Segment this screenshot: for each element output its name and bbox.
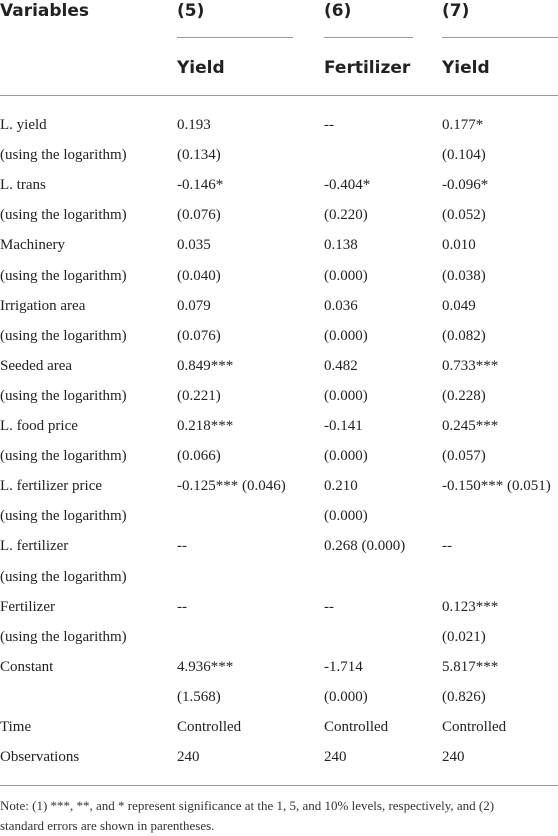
cell-col-6: (0.000)	[324, 328, 368, 344]
cell-col-6: -1.714	[324, 659, 363, 675]
cell-col-6: 0.482	[324, 358, 358, 374]
header-col-7: (7)	[442, 1, 470, 21]
row-label: Seeded area	[0, 358, 73, 374]
cell-col-5: (0.076)	[177, 207, 221, 223]
header-col-6: (6)	[324, 1, 352, 21]
cell-col-7: (0.038)	[442, 268, 486, 284]
row-label: Observations	[0, 749, 80, 765]
cell-col-5: 0.079	[177, 298, 211, 314]
cell-col-6: Controlled	[324, 719, 389, 735]
cell-col-7: -0.150*** (0.051)	[442, 478, 551, 494]
header-rule-col-6	[324, 37, 413, 38]
row-label: Constant	[0, 659, 54, 675]
cell-col-7: (0.021)	[442, 629, 486, 645]
row-label: Irrigation area	[0, 298, 86, 314]
cell-col-7: Controlled	[442, 719, 507, 735]
row-label: (using the logarithm)	[0, 508, 127, 524]
cell-col-6: (0.000)	[324, 448, 368, 464]
cell-col-7: (0.057)	[442, 448, 486, 464]
cell-col-5: (0.066)	[177, 448, 221, 464]
cell-col-5: 0.218***	[177, 418, 234, 434]
cell-col-5: 0.035	[177, 237, 211, 253]
cell-col-6: -0.404*	[324, 177, 371, 193]
cell-col-6: (0.000)	[324, 689, 368, 705]
cell-col-7: 0.049	[442, 298, 476, 314]
cell-col-5: -0.125*** (0.046)	[177, 478, 286, 494]
cell-col-7: 0.733***	[442, 358, 499, 374]
header-col-5: (5)	[177, 1, 205, 21]
cell-col-7: 240	[442, 749, 465, 765]
header-bottom-rule	[0, 95, 558, 96]
cell-col-5: 0.849***	[177, 358, 234, 374]
row-label: (using the logarithm)	[0, 147, 127, 163]
cell-col-7: 0.245***	[442, 418, 499, 434]
row-label: (using the logarithm)	[0, 388, 127, 404]
cell-col-7: --	[442, 538, 452, 554]
cell-col-7: (0.228)	[442, 388, 486, 404]
cell-col-7: (0.082)	[442, 328, 486, 344]
row-label: (using the logarithm)	[0, 448, 127, 464]
cell-col-5: (0.221)	[177, 388, 221, 404]
row-label: (using the logarithm)	[0, 268, 127, 284]
row-label: (using the logarithm)	[0, 207, 127, 223]
cell-col-5: (0.040)	[177, 268, 221, 284]
row-label: (using the logarithm)	[0, 569, 127, 585]
cell-col-5: 240	[177, 749, 200, 765]
cell-col-6: 0.036	[324, 298, 358, 314]
cell-col-7: (0.826)	[442, 689, 486, 705]
subheader-col-6: Fertilizer	[324, 58, 411, 78]
cell-col-7: 0.177*	[442, 117, 484, 133]
header-rule-col-7	[442, 37, 558, 38]
cell-col-7: -0.096*	[442, 177, 489, 193]
row-label: L. fertilizer price	[0, 478, 103, 494]
row-label: L. food price	[0, 418, 78, 434]
row-label: Time	[0, 719, 32, 735]
cell-col-5: --	[177, 538, 187, 554]
table-note: Note: (1) ***, **, and * represent significance at the 1, 5, and 10% levels, respectively, and (2) standard errors are shown in parentheses.	[0, 798, 495, 833]
header-rule-col-5	[177, 37, 293, 38]
cell-col-6: -0.141	[324, 418, 363, 434]
cell-col-6: 240	[324, 749, 347, 765]
cell-col-5: (0.134)	[177, 147, 221, 163]
cell-col-6: --	[324, 117, 334, 133]
row-label: (using the logarithm)	[0, 328, 127, 344]
header-variables: Variables	[0, 1, 90, 21]
cell-col-6: 0.210	[324, 478, 358, 494]
row-label: L. fertilizer	[0, 538, 69, 554]
cell-col-6: 0.268 (0.000)	[324, 538, 406, 554]
cell-col-7: (0.052)	[442, 207, 486, 223]
cell-col-6: (0.000)	[324, 388, 368, 404]
cell-col-5: 4.936***	[177, 659, 234, 675]
row-label: L. trans	[0, 177, 46, 193]
subheader-col-5: Yield	[177, 58, 225, 78]
cell-col-6: (0.220)	[324, 207, 368, 223]
row-label: (using the logarithm)	[0, 629, 127, 645]
cell-col-5: (0.076)	[177, 328, 221, 344]
cell-col-6: --	[324, 599, 334, 615]
cell-col-7: (0.104)	[442, 147, 486, 163]
cell-col-6: (0.000)	[324, 268, 368, 284]
cell-col-5: Controlled	[177, 719, 242, 735]
row-label: Machinery	[0, 237, 65, 253]
cell-col-5: --	[177, 599, 187, 615]
cell-col-6: 0.138	[324, 237, 358, 253]
table-bottom-rule	[0, 785, 558, 786]
cell-col-7: 0.123***	[442, 599, 499, 615]
row-label: Fertilizer	[0, 599, 55, 615]
cell-col-5: (1.568)	[177, 689, 221, 705]
cell-col-6: (0.000)	[324, 508, 368, 524]
cell-col-5: 0.193	[177, 117, 211, 133]
cell-col-7: 0.010	[442, 237, 476, 253]
row-label: L. yield	[0, 117, 47, 133]
cell-col-5: -0.146*	[177, 177, 224, 193]
subheader-col-7: Yield	[442, 58, 490, 78]
cell-col-7: 5.817***	[442, 659, 499, 675]
